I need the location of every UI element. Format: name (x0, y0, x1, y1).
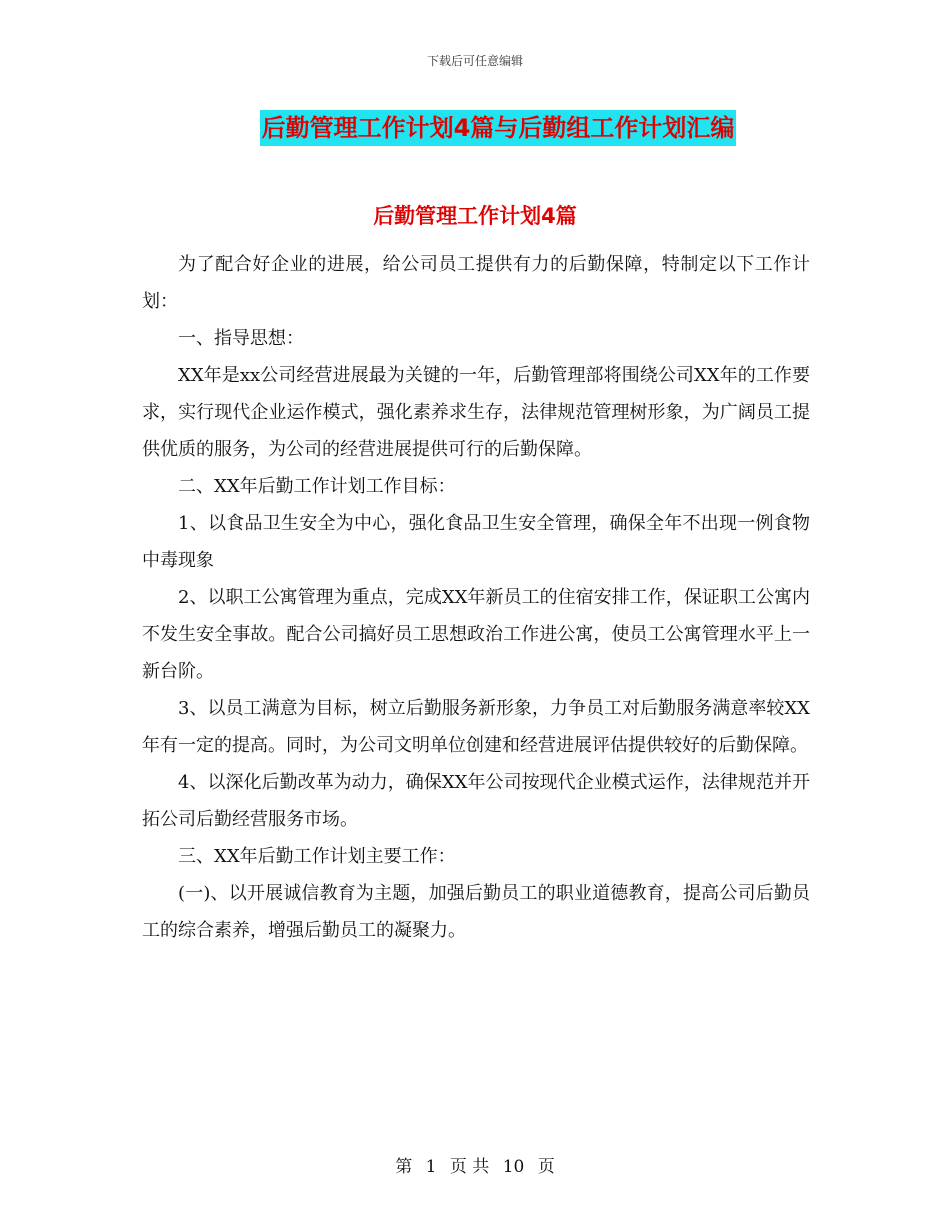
document-title: 后勤管理工作计划4篇与后勤组工作计划汇编 (260, 110, 737, 146)
page-footer (0, 1152, 950, 1177)
footer-page-number: 1 (425, 1157, 437, 1177)
paragraph: 3、以员工满意为目标，树立后勤服务新形象，力争员工对后勤服务满意率较XX年有一定的提高。同时，为公司文明单位创建和经营进展评估提供较好的后勤保障。 (142, 698, 810, 756)
paragraph: (一)、以开展诚信教育为主题，加强后勤员工的职业道德教育，提高公司后勤员工的综合素养，增强后勤员工的凝聚力。 (142, 883, 810, 941)
footer-middle: 页 共 (449, 1157, 490, 1177)
page-header-note: 下载后可任意编辑 (426, 54, 523, 68)
paragraph: 2、以职工公寓管理为重点，完成XX年新员工的住宿安排工作，保证职工公寓内不发生安全事故。配合公司搞好员工思想政治工作进公寓，使员工公寓管理水平上一新台阶。 (142, 587, 810, 682)
section-title: 后勤管理工作计划4篇 (373, 204, 577, 228)
paragraph: 一、指导思想： (178, 328, 304, 349)
paragraph: 三、XX年后勤工作计划主要工作： (178, 846, 456, 867)
paragraph: 4、以深化后勤改革为动力，确保XX年公司按现代企业模式运作，法律规范并开拓公司后勤经营服务市场。 (142, 772, 810, 830)
paragraph: 二、XX年后勤工作计划工作目标： (178, 476, 456, 497)
footer-total-pages: 10 (502, 1157, 525, 1177)
document-title-container (0, 110, 950, 146)
footer-suffix: 页 (537, 1157, 555, 1177)
paragraph: XX年是xx公司经营进展最为关键的一年，后勤管理部将围绕公司XX年的工作要求，实行现代企业运作模式，强化素养求生存，法律规范管理树形象，为广阔员工提供优质的服务，为公司的经营进展提供可行的后勤保障。 (142, 365, 810, 460)
document-body (142, 246, 810, 949)
paragraph: 为了配合好企业的进展，给公司员工提供有力的后勤保障，特制定以下工作计划： (142, 254, 810, 312)
paragraph: 1、以食品卫生安全为中心，强化食品卫生安全管理，确保全年不出现一例食物中毒现象 (142, 513, 810, 571)
footer-prefix: 第 (395, 1157, 413, 1177)
